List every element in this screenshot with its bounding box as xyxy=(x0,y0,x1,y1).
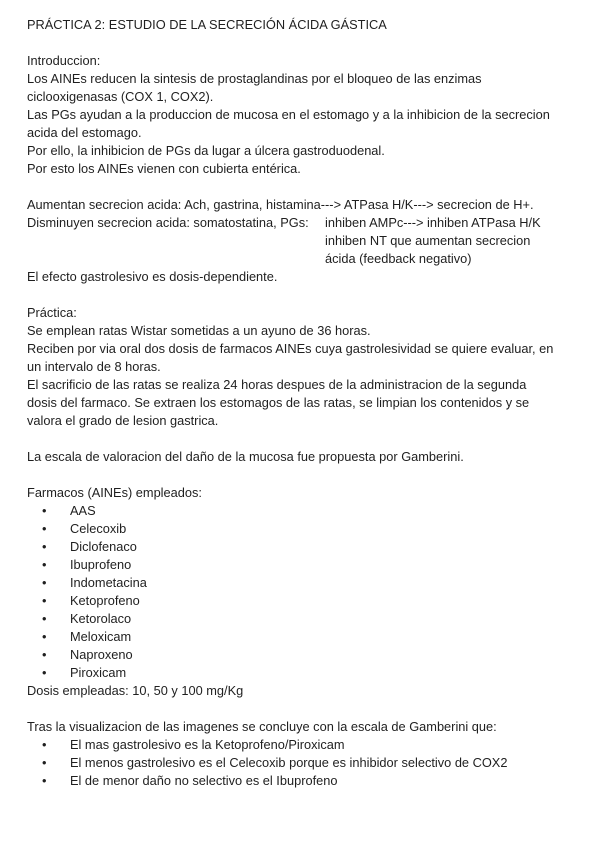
secretion-increase: Aumentan secrecion acida: Ach, gastrina, histamina---> ATPasa H/K---> secrecion de H+. xyxy=(27,197,534,212)
practice-line: Reciben por via oral dos dosis de farmacos AINEs cuya gastrolesividad se quiere evaluar, en xyxy=(27,341,554,356)
intro-line: Por ello, la inhibicion de PGs da lugar a úlcera gastroduodenal. xyxy=(27,143,385,158)
secretion-decrease-label: Disminuyen secrecion acida: somatostatina, PGs: xyxy=(27,215,309,230)
list-item: • Indometacina xyxy=(27,574,574,592)
list-item: • Ketorolaco xyxy=(27,610,574,628)
list-item: • AAS xyxy=(27,502,574,520)
intro-line: acida del estomago. xyxy=(27,125,142,140)
drugs-heading: Farmacos (AINEs) empleados: xyxy=(27,485,202,500)
list-item: • El mas gastrolesivo es la Ketoprofeno/Piroxicam xyxy=(27,736,574,754)
conclusion-section xyxy=(27,718,574,790)
list-item: • Ketoprofeno xyxy=(27,592,574,610)
intro-line: Las PGs ayudan a la produccion de mucosa en el estomago y a la inhibicion de la secrecion xyxy=(27,107,550,122)
secretion-decrease-row xyxy=(27,214,574,232)
conclusion-list xyxy=(27,736,574,790)
practice-line: Se emplean ratas Wistar sometidas a un ayuno de 36 horas. xyxy=(27,323,371,338)
list-item: • Piroxicam xyxy=(27,664,574,682)
intro-line: Los AINEs reducen la sintesis de prostaglandinas por el bloqueo de las enzimas xyxy=(27,71,482,86)
practice-line: valora el grado de lesion gastrica. xyxy=(27,413,219,428)
list-item: • El menos gastrolesivo es el Celecoxib porque es inhibidor selectivo de COX2 xyxy=(27,754,574,772)
practice-line: dosis del farmaco. Se extraen los estomagos de las ratas, se limpian los contenidos y se xyxy=(27,395,530,410)
conclusion-intro: Tras la visualizacion de las imagenes se concluye con la escala de Gamberini que: xyxy=(27,719,497,734)
drug-list xyxy=(27,502,574,682)
intro-line: Por esto los AINEs vienen con cubierta entérica. xyxy=(27,161,301,176)
secretion-decrease-line: inhiben NT que aumentan secrecion xyxy=(325,233,531,248)
list-item: • Diclofenaco xyxy=(27,538,574,556)
practice-section xyxy=(27,304,574,466)
intro-section xyxy=(27,52,574,178)
practice-line: un intervalo de 8 horas. xyxy=(27,359,161,374)
intro-heading: Introduccion: xyxy=(27,53,101,68)
list-item: • Naproxeno xyxy=(27,646,574,664)
dose-effect-text: El efecto gastrolesivo es dosis-dependiente. xyxy=(27,269,278,284)
secretion-section xyxy=(27,196,574,286)
practice-line: El sacrificio de las ratas se realiza 24 horas despues de la administracion de la segunda xyxy=(27,377,527,392)
intro-line: ciclooxigenasas (COX 1, COX2). xyxy=(27,89,214,104)
list-item: • Celecoxib xyxy=(27,520,574,538)
secretion-decrease-line: ácida (feedback negativo) xyxy=(325,251,472,266)
list-item: • El de menor daño no selectivo es el Ibuprofeno xyxy=(27,772,574,790)
list-item: • Meloxicam xyxy=(27,628,574,646)
scale-text: La escala de valoracion del daño de la mucosa fue propuesta por Gamberini. xyxy=(27,449,464,464)
doses-text: Dosis empleadas: 10, 50 y 100 mg/Kg xyxy=(27,683,244,698)
document-title: PRÁCTICA 2: ESTUDIO DE LA SECRECIÓN ÁCIDA GÁSTICA xyxy=(27,17,387,32)
drugs-section xyxy=(27,484,574,700)
secretion-decrease-line: inhiben AMPc---> inhiben ATPasa H/K xyxy=(325,215,541,230)
practice-heading: Práctica: xyxy=(27,305,77,320)
list-item: • Ibuprofeno xyxy=(27,556,574,574)
